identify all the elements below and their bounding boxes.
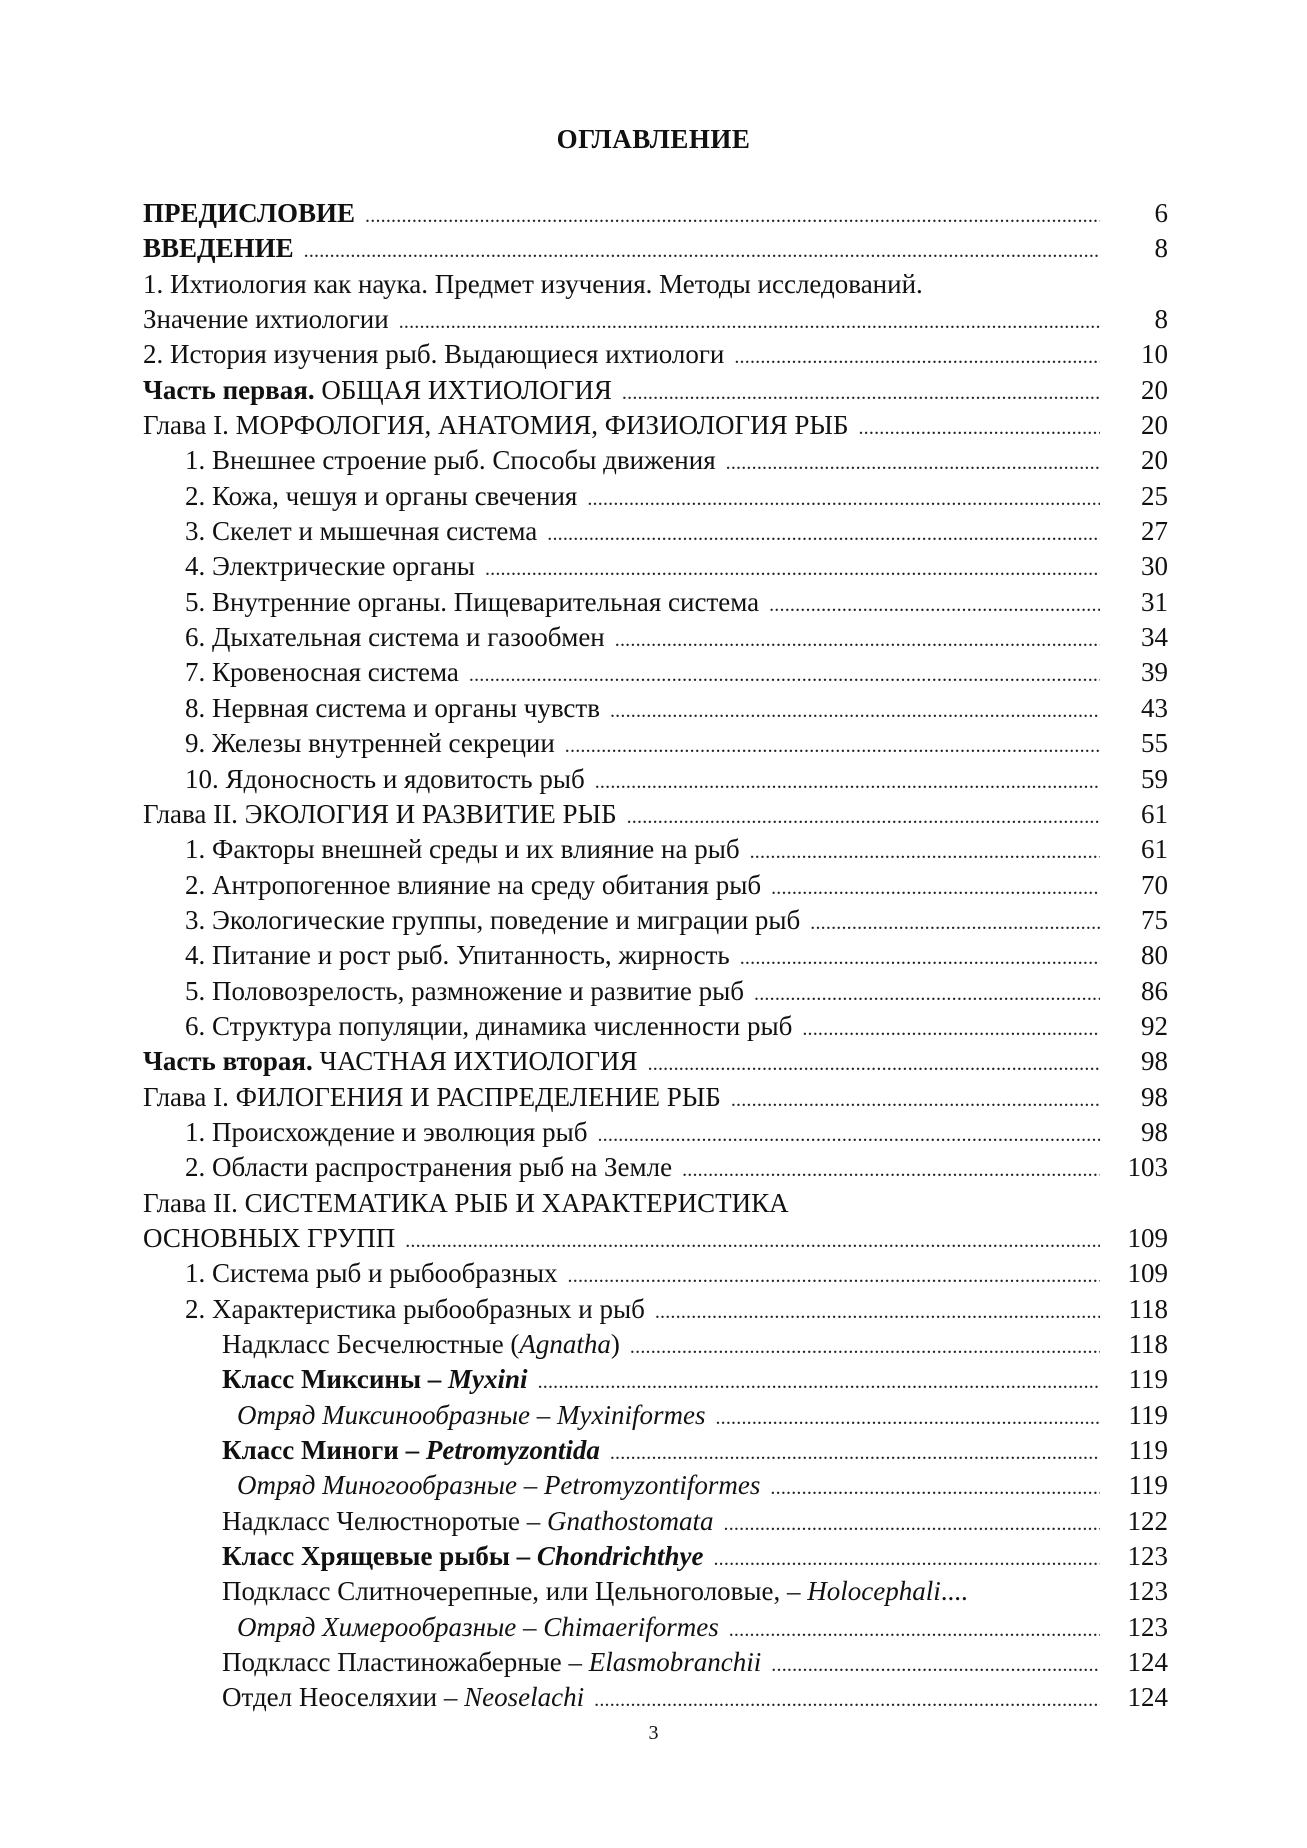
toc-entry-page: 98 (1141, 1081, 1168, 1112)
dot-leader (655, 1292, 1100, 1330)
toc-entry-page: 70 (1141, 869, 1168, 900)
toc-entry-label (237, 1468, 760, 1503)
toc-entry-label-part: Класс Миксины – (222, 1364, 449, 1395)
toc-entry-label-part: 2. Антропогенное влияние на среду обитания рыб (185, 869, 762, 900)
toc-entry-page: 118 (1128, 1329, 1168, 1359)
toc-entry[interactable] (143, 373, 1168, 408)
toc-entry-page: 30 (1141, 551, 1168, 582)
toc-entry[interactable] (143, 1150, 1168, 1185)
toc-entry[interactable] (143, 549, 1168, 584)
dot-leader (713, 1539, 1100, 1577)
toc-entry-page: 61 (1141, 834, 1168, 865)
toc-entry-page: 6 (1154, 198, 1168, 228)
toc-entry-label-part: Myxini (448, 1364, 528, 1395)
toc-entry-label-part: 9. Железы внутренней секреции (185, 728, 555, 759)
toc-entry-label-part: 8. Нервная система и органы чувств (185, 692, 600, 723)
toc-entry[interactable] (143, 1080, 1168, 1115)
toc-entry-page: 122 (1127, 1505, 1168, 1536)
toc-entry-label (185, 514, 537, 549)
toc-entry-label (143, 196, 355, 231)
dot-leader (304, 231, 1100, 269)
toc-entry-page: 119 (1128, 1470, 1168, 1501)
toc-entry-label-part: 1. Внешнее строение рыб. Способы движения (185, 445, 716, 476)
toc-entry[interactable] (143, 231, 1168, 266)
toc-entry-label-part: 4. Электрические органы (185, 551, 475, 582)
toc-entry-page: 103 (1127, 1152, 1168, 1183)
toc-entry[interactable] (143, 267, 1168, 302)
toc-entry-label (185, 974, 744, 1009)
toc-entry[interactable] (143, 1044, 1168, 1079)
toc-entry[interactable] (143, 974, 1168, 1009)
toc-entry-label-part: 5. Внутренние органы. Пищеварительная система (185, 586, 760, 617)
toc-entry-label-part: Часть вторая. (143, 1046, 313, 1077)
toc-entry-label (222, 1433, 600, 1468)
toc-entry-label-part: 5. Половозрелость, размножение и развитие рыб (185, 975, 745, 1006)
toc-entry-label (185, 1009, 792, 1044)
dot-leader (615, 620, 1100, 658)
toc-entry-label-part: Отряд Миногообразные – Petromyzontiformes (237, 1470, 761, 1501)
toc-entry-label (185, 1256, 558, 1291)
toc-entry-label (222, 1327, 620, 1362)
toc-entry-label (222, 1680, 584, 1715)
toc-entry[interactable] (143, 1539, 1168, 1574)
toc-entry[interactable] (143, 797, 1168, 832)
toc-entry-label-part: 10. Ядоносность и ядовитость рыб (185, 763, 585, 794)
toc-entry[interactable] (143, 1186, 1168, 1221)
toc-entry[interactable] (143, 585, 1168, 620)
toc-entry-label-part: Глава II. СИСТЕМАТИКА РЫБ И ХАРАКТЕРИСТИКА (143, 1187, 789, 1218)
toc-entry-label-part: 7. Кровеносная система (185, 657, 459, 688)
toc-entry-page: 123 (1127, 1576, 1168, 1607)
dot-leader (594, 1680, 1100, 1718)
dot-leader (802, 1009, 1100, 1047)
toc-entry-label-part: 2. Области распространения рыб на Земле (185, 1152, 673, 1183)
toc-entry-label (185, 1115, 587, 1150)
toc-entry[interactable] (143, 1009, 1168, 1044)
toc-entry-page: 59 (1141, 763, 1168, 794)
dot-leader (726, 443, 1100, 481)
dot-leader (731, 1080, 1100, 1118)
toc-entry[interactable] (143, 1574, 1168, 1609)
dot-leader (568, 1256, 1100, 1294)
toc-entry-label (222, 1362, 528, 1397)
dot-leader (769, 585, 1100, 623)
toc-entry-page: 20 (1141, 374, 1168, 405)
toc-entry-label-part: 2. Кожа, чешуя и органы свечения (185, 480, 578, 511)
toc-entry-label-part: Подкласс Пластиножаберные – (222, 1647, 589, 1678)
toc-entry-label (143, 408, 848, 443)
toc-entry-label (185, 655, 459, 690)
dot-leader (771, 1645, 1100, 1683)
toc-entry-label-part: ВВЕДЕНИЕ (143, 233, 294, 264)
dot-leader (630, 1327, 1100, 1365)
toc-entry-page: 8 (1154, 233, 1168, 264)
toc-entry[interactable] (143, 1468, 1168, 1503)
toc-entry-label (143, 302, 389, 337)
toc-entry-page: 118 (1128, 1293, 1168, 1324)
toc-entry-page: 123 (1127, 1541, 1168, 1572)
dot-leader (724, 1504, 1100, 1542)
toc-entry-label (237, 1398, 705, 1433)
page-number: 3 (648, 1722, 659, 1744)
dot-leader (547, 514, 1100, 552)
toc-entry-page: 124 (1127, 1682, 1168, 1713)
dot-leader (750, 832, 1100, 870)
toc-entry-page: 109 (1127, 1222, 1168, 1253)
toc-entry[interactable] (143, 443, 1168, 478)
toc-entry-label-part: 6. Дыхательная система и газообмен (185, 622, 605, 653)
toc-entry-page: 55 (1141, 728, 1168, 759)
toc-entry-label (185, 691, 600, 726)
toc-entry-label (185, 903, 800, 938)
toc-entry-label (185, 762, 585, 797)
toc-entry-label-part: Надкласс Челюстноротые – (222, 1505, 547, 1536)
toc-entry[interactable] (143, 1221, 1168, 1256)
toc-entry-page: 27 (1141, 516, 1168, 547)
toc-entry-label (143, 231, 294, 266)
toc-entry-label (185, 585, 759, 620)
toc-entry-label (222, 1645, 761, 1680)
toc-entry-page: 92 (1141, 1010, 1168, 1041)
toc-entry-label-part: Neoselachi (464, 1682, 585, 1713)
toc-entry-label (185, 832, 740, 867)
toc-title: ОГЛАВЛЕНИЕ (556, 124, 751, 154)
toc-entry[interactable] (143, 302, 1168, 337)
toc-entry-label-part: 3. Скелет и мышечная система (185, 516, 538, 547)
toc-entry-label-part: 3. Экологические группы, поведение и миграции рыб (185, 904, 801, 935)
dot-leader (565, 726, 1100, 764)
toc-entry-page: 86 (1141, 975, 1168, 1006)
toc-entry-label-part: 6. Структура популяции, динамика численности рыб (185, 1010, 793, 1041)
table-of-contents (143, 196, 1168, 1716)
dot-leader (587, 479, 1100, 517)
toc-entry-page: 31 (1141, 586, 1168, 617)
toc-entry-label-part: Класс Хрящевые рыбы – (222, 1541, 537, 1572)
toc-entry-page: 123 (1127, 1611, 1168, 1642)
toc-entry[interactable] (143, 938, 1168, 973)
toc-entry-label-part: Подкласс Слитночерепные, или Цельноголовые, – (222, 1576, 808, 1607)
toc-entry[interactable] (143, 1292, 1168, 1327)
toc-entry-page: 119 (1128, 1435, 1168, 1466)
toc-entry-label (143, 337, 724, 372)
toc-entry-label (185, 1150, 672, 1185)
toc-entry-label (143, 1080, 721, 1115)
toc-entry-label-part: Holocephali (807, 1576, 941, 1607)
dot-leader (469, 655, 1100, 693)
toc-entry[interactable] (143, 1398, 1168, 1433)
toc-entry[interactable] (143, 1610, 1168, 1645)
toc-entry-page: 25 (1141, 480, 1168, 511)
toc-entry-page: 109 (1127, 1258, 1168, 1289)
toc-entry-label-part: Gnathostomata (547, 1505, 714, 1536)
toc-entry-label (222, 1539, 703, 1574)
toc-entry-label (143, 797, 617, 832)
toc-entry-page: 20 (1141, 410, 1168, 441)
dot-leader (627, 797, 1100, 835)
toc-entry-page: 61 (1141, 798, 1168, 829)
toc-entry-label-part: 1. Ихтиология как наука. Предмет изучения. Методы исследований. (143, 268, 923, 299)
toc-entry-label-part: Petromyzontida (425, 1435, 600, 1466)
toc-entry[interactable] (143, 1327, 1168, 1362)
dot-leader (771, 868, 1100, 906)
toc-entry-label (185, 479, 577, 514)
dot-leader (595, 762, 1100, 800)
toc-entry[interactable] (143, 1504, 1168, 1539)
toc-entry-page: 34 (1141, 622, 1168, 653)
toc-entry-page: 98 (1141, 1116, 1168, 1147)
toc-entry-label (185, 1292, 645, 1327)
toc-entry-label (185, 443, 716, 478)
toc-entry[interactable] (143, 691, 1168, 726)
dot-leader (858, 408, 1100, 446)
toc-entry[interactable] (143, 479, 1168, 514)
toc-entry[interactable] (143, 514, 1168, 549)
toc-entry-page: 10 (1141, 339, 1168, 370)
toc-entry[interactable] (143, 762, 1168, 797)
dot-leader (715, 1398, 1100, 1436)
toc-entry[interactable] (143, 726, 1168, 761)
toc-entry-page: 98 (1141, 1046, 1168, 1077)
dot-leader (485, 549, 1100, 587)
toc-entry-label-part: .... (940, 1576, 968, 1607)
toc-entry-label-part: ОСНОВНЫХ ГРУПП (143, 1222, 396, 1253)
toc-entry-label (143, 1186, 789, 1221)
toc-entry-label (185, 726, 555, 761)
dot-leader (538, 1362, 1100, 1400)
toc-entry[interactable] (143, 868, 1168, 903)
toc-entry-label (143, 373, 612, 408)
toc-entry-label-part: Надкласс Бесчелюстные ( (222, 1329, 520, 1359)
toc-entry-label-part: 2. Характеристика рыбообразных и рыб (185, 1293, 645, 1324)
toc-entry-label-part: Значение ихтиологии (143, 304, 389, 335)
toc-entry-label-part: Elasmobranchii (588, 1647, 762, 1678)
toc-entry-label-part: Chondrichthye (536, 1541, 704, 1572)
toc-entry-page: 80 (1141, 940, 1168, 971)
dot-leader (597, 1115, 1100, 1153)
toc-entry-label (222, 1574, 968, 1609)
toc-entry[interactable] (143, 1645, 1168, 1680)
toc-entry[interactable] (143, 1680, 1168, 1715)
toc-entry[interactable] (143, 408, 1168, 443)
dot-leader (740, 938, 1100, 976)
toc-entry-label-part: Отряд Химерообразные – Chimaeriformes (237, 1611, 719, 1642)
dot-leader (610, 691, 1100, 729)
toc-entry-label-part: Глава I. ФИЛОГЕНИЯ И РАСПРЕДЕЛЕНИЕ РЫБ (143, 1081, 721, 1112)
toc-entry-label (143, 1221, 395, 1256)
toc-entry-label-part: 2. История изучения рыб. Выдающиеся ихтиологи (143, 339, 725, 370)
toc-entry-label-part: ПРЕДИСЛОВИЕ (143, 198, 356, 228)
toc-entry[interactable] (143, 620, 1168, 655)
toc-entry-label (143, 267, 923, 302)
dot-leader (770, 1468, 1100, 1506)
toc-entry-page: 119 (1128, 1364, 1168, 1395)
toc-entry-label (222, 1504, 714, 1539)
toc-entry-label-part: 4. Питание и рост рыб. Упитанность, жирность (185, 940, 730, 971)
toc-entry[interactable] (143, 903, 1168, 938)
toc-entry[interactable] (143, 1256, 1168, 1291)
toc-entry-page: 8 (1154, 304, 1168, 335)
toc-entry[interactable] (143, 655, 1168, 690)
dot-leader (682, 1150, 1100, 1188)
toc-entry-label-part: Класс Миноги – (222, 1435, 426, 1466)
toc-entry-page: 39 (1141, 657, 1168, 688)
dot-leader (622, 373, 1100, 411)
toc-entry-label (237, 1610, 719, 1645)
dot-leader (405, 1221, 1100, 1259)
toc-entry-label-part: 1. Факторы внешней среды и их влияние на рыб (185, 834, 740, 865)
dot-leader (810, 903, 1100, 941)
dot-leader (365, 196, 1100, 234)
toc-entry[interactable] (143, 1115, 1168, 1150)
toc-entry-label-part: Agnatha (519, 1329, 611, 1359)
dot-leader (399, 302, 1100, 340)
toc-entry[interactable] (143, 337, 1168, 372)
toc-entry-label-part: ЧАСТНАЯ ИХТИОЛОГИЯ (312, 1046, 638, 1077)
toc-entry-page: 119 (1128, 1399, 1168, 1430)
toc-entry-page: 43 (1141, 692, 1168, 723)
toc-entry[interactable] (143, 1362, 1168, 1397)
toc-entry-label (143, 1044, 638, 1079)
toc-entry-page: 124 (1127, 1647, 1168, 1678)
toc-entry-label (185, 938, 730, 973)
dot-leader (734, 337, 1100, 375)
toc-entry[interactable] (143, 1433, 1168, 1468)
toc-entry-label-part: ) (610, 1329, 620, 1359)
toc-entry-label-part: 1. Происхождение и эволюция рыб (185, 1116, 588, 1147)
toc-entry-page: 20 (1141, 445, 1168, 476)
toc-entry-label-part: 1. Система рыб и рыбообразных (185, 1258, 558, 1289)
toc-entry-page: 75 (1141, 904, 1168, 935)
dot-leader (610, 1433, 1100, 1471)
toc-entry-label (185, 868, 761, 903)
toc-entry-label (185, 620, 605, 655)
dot-leader (729, 1610, 1100, 1648)
toc-entry-label (185, 549, 475, 584)
toc-entry-label-part: Глава I. МОРФОЛОГИЯ, АНАТОМИЯ, ФИЗИОЛОГИЯ РЫБ (143, 410, 849, 441)
toc-entry[interactable] (143, 196, 1168, 231)
dot-leader (754, 974, 1100, 1012)
dot-leader (648, 1044, 1100, 1082)
toc-entry-label-part: Отдел Неоселяхии – (222, 1682, 465, 1713)
toc-entry[interactable] (143, 832, 1168, 867)
toc-entry-label-part: Часть первая. (143, 374, 315, 405)
toc-entry-label-part: Глава II. ЭКОЛОГИЯ И РАЗВИТИЕ РЫБ (143, 798, 617, 829)
toc-entry-label-part: ОБЩАЯ ИХТИОЛОГИЯ (314, 374, 612, 405)
toc-entry-label-part: Отряд Миксинообразные – Myxiniformes (237, 1399, 706, 1430)
